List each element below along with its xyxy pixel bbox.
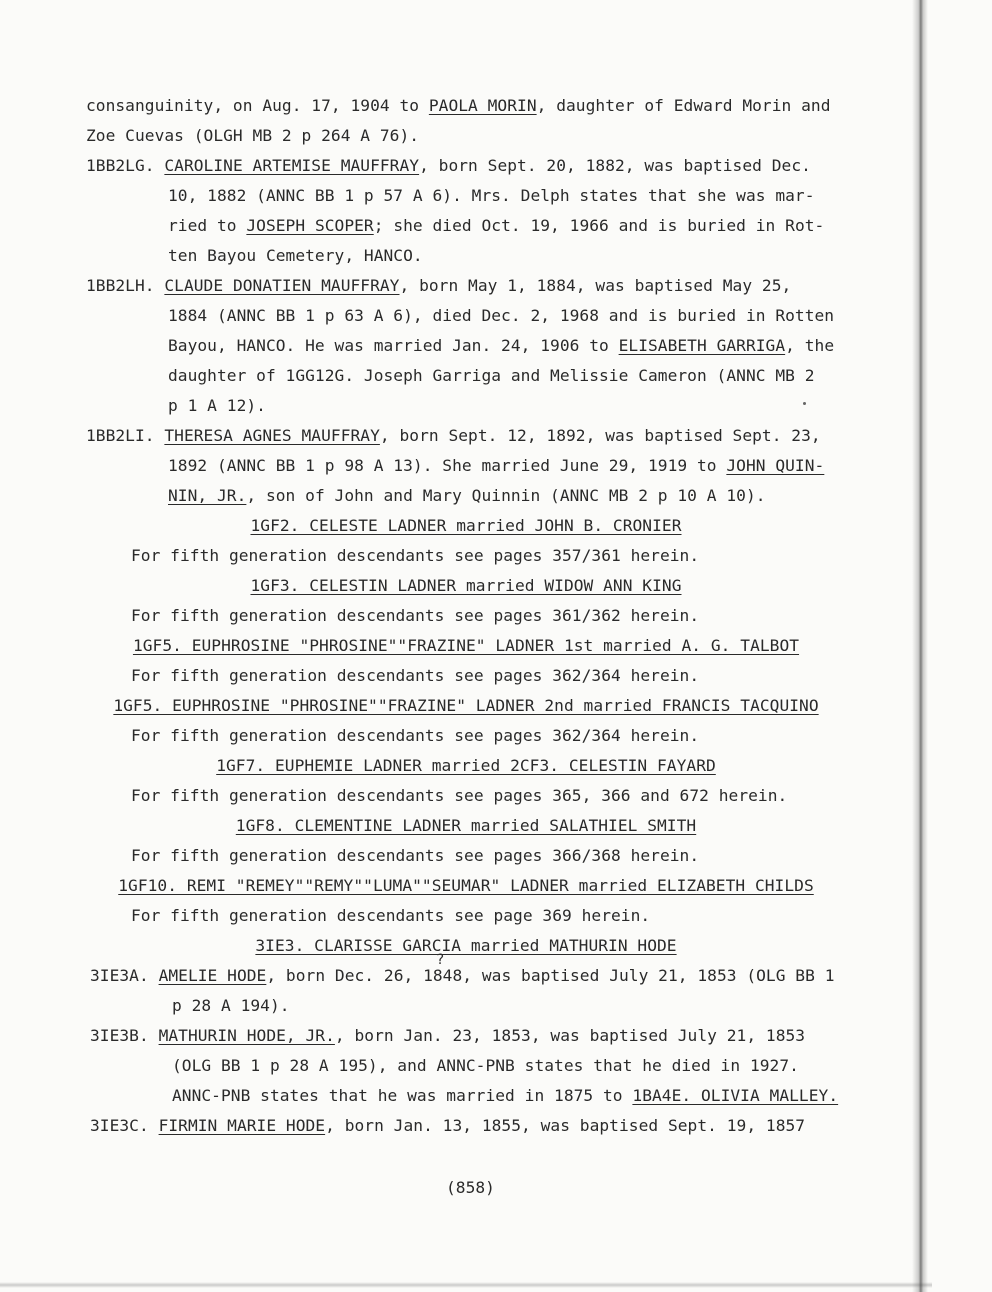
underlined-name: 1GF2. CELESTE LADNER married JOHN B. CRONIER [250, 516, 682, 535]
text-line [172, 1086, 838, 1106]
text-run: , son of John and Mary Quinnin (ANNC MB 2 p 10 A 10). [246, 486, 766, 505]
text-run: ten Bayou Cemetery, HANCO. [168, 246, 423, 265]
text-run: , daughter of Edward Morin and [536, 96, 831, 115]
entry-3IE3C [90, 1116, 805, 1136]
underlined-name: JOHN QUIN- [726, 456, 825, 475]
underlined-name: MATHURIN HODE, JR. [158, 1026, 335, 1045]
text-run: ANNC-PNB states that he was married in 1875 to [172, 1086, 633, 1105]
text-run: Bayou, HANCO. He was married Jan. 24, 1906 to [168, 336, 619, 355]
underlined-name: CAROLINE ARTEMISE MAUFFRAY [164, 156, 420, 175]
text-run: , born Jan. 23, 1853, was baptised July 21, 1853 [334, 1026, 806, 1045]
text-line [168, 366, 815, 386]
entry-1BB2LH [86, 276, 791, 296]
text-run: For fifth generation descendants see pages 365, 366 and 672 herein. [131, 786, 788, 805]
underlined-name: ELISABETH GARRIGA [618, 336, 786, 355]
text-run: 1BB2LG. [86, 156, 165, 175]
text-run: 10, 1882 (ANNC BB 1 p 57 A 6). Mrs. Delph states that she was mar- [168, 186, 815, 205]
text-run: daughter of 1GG12G. Joseph Garriga and Melissie Cameron (ANNC MB 2 [168, 366, 815, 385]
underlined-name: PAOLA MORIN [428, 96, 537, 115]
page-edge-shadow [912, 0, 928, 1292]
text-run: Zoe Cuevas (OLGH MB 2 p 264 A 76). [86, 126, 420, 145]
heading-3IE3 [86, 936, 846, 956]
text-run: 1892 (ANNC BB 1 p 98 A 13). She married June 29, 1919 to [168, 456, 727, 475]
text-run: , born Sept. 12, 1892, was baptised Sept. 23, [379, 426, 821, 445]
underlined-name: CLAUDE DONATIEN MAUFFRAY [164, 276, 400, 295]
underlined-name: 1GF3. CELESTIN LADNER married WIDOW ANN KING [250, 576, 682, 595]
underlined-name: AMELIE HODE [158, 966, 267, 985]
text-run: consanguinity, on Aug. 17, 1904 to [86, 96, 429, 115]
descendants-note [131, 666, 699, 686]
handwritten-question-mark: ? [436, 952, 445, 968]
heading-1GF8 [86, 816, 846, 836]
text-run: 1BB2LI. [86, 426, 165, 445]
text-run: For fifth generation descendants see pages 357/361 herein. [131, 546, 700, 565]
text-run: p 1 A 12). [168, 396, 266, 415]
text-line [86, 126, 419, 146]
page-bottom-shadow [0, 1282, 932, 1288]
text-run: 3IE3B. [90, 1026, 159, 1045]
text-run: 1BB2LH. [86, 276, 165, 295]
underlined-name: THERESA AGNES MAUFFRAY [164, 426, 380, 445]
text-line [168, 456, 824, 476]
text-line [168, 396, 266, 416]
text-line [168, 306, 834, 326]
underlined-name: FIRMIN MARIE HODE [158, 1116, 326, 1135]
entry-1BB2LG [86, 156, 811, 176]
descendants-note [131, 546, 699, 566]
text-line [168, 336, 834, 356]
text-run: , born Dec. 26, 1848, was baptised July 21, 1853 (OLG BB 1 [266, 966, 835, 985]
text-line [172, 996, 290, 1016]
text-run: For fifth generation descendants see pages 366/368 herein. [131, 846, 700, 865]
entry-3IE3B [90, 1026, 805, 1046]
underlined-name: 1BA4E. OLIVIA MALLEY. [632, 1086, 839, 1105]
underlined-name: 1GF7. EUPHEMIE LADNER married 2CF3. CELESTIN FAYARD [216, 756, 716, 775]
heading-1GF10 [86, 876, 846, 896]
text-run: For fifth generation descendants see pages 362/364 herein. [131, 666, 700, 685]
underlined-name: JOSEPH SCOPER [246, 216, 374, 235]
underlined-name: 1GF5. EUPHROSINE "PHROSINE""FRAZINE" LADNER 1st married A. G. TALBOT [132, 636, 800, 655]
heading-1GF3 [86, 576, 846, 596]
text-run: p 28 A 194). [172, 996, 290, 1015]
text-run: For fifth generation descendants see pages 361/362 herein. [131, 606, 700, 625]
descendants-note [131, 906, 650, 926]
underlined-name: 1GF8. CLEMENTINE LADNER married SALATHIEL SMITH [235, 816, 697, 835]
text-run: (OLG BB 1 p 28 A 195), and ANNC-PNB states that he died in 1927. [172, 1056, 799, 1075]
entry-1BB2LI [86, 426, 821, 446]
underlined-name: 3IE3. CLARISSE GARCIA married MATHURIN HODE [255, 936, 677, 955]
text-line [86, 96, 831, 116]
descendants-note [131, 606, 699, 626]
text-run: 1884 (ANNC BB 1 p 63 A 6), died Dec. 2, 1968 and is buried in Rotten [168, 306, 835, 325]
heading-1GF7 [86, 756, 846, 776]
descendants-note [131, 726, 699, 746]
page-number: (858) [446, 1178, 495, 1197]
heading-1GF5-second [86, 696, 846, 716]
text-run: , the [785, 336, 835, 355]
entry-3IE3A [90, 966, 835, 986]
text-run: 3IE3A. [90, 966, 159, 985]
text-run: , born May 1, 1884, was baptised May 25, [399, 276, 792, 295]
text-run: , born Jan. 13, 1855, was baptised Sept. 19, 1857 [325, 1116, 806, 1135]
text-line [168, 246, 423, 266]
heading-1GF5-first [86, 636, 846, 656]
text-line [168, 216, 824, 236]
heading-1GF2 [86, 516, 846, 536]
text-run: ; she died Oct. 19, 1966 and is buried in Rot- [373, 216, 825, 235]
text-line [168, 486, 766, 506]
text-line [172, 1056, 799, 1076]
text-run: ried to [168, 216, 247, 235]
text-line [168, 186, 815, 206]
descendants-note [131, 786, 787, 806]
underlined-name: NIN, JR. [168, 486, 247, 505]
text-run: 3IE3C. [90, 1116, 159, 1135]
text-run: For fifth generation descendants see page 369 herein. [131, 906, 651, 925]
underlined-name: 1GF10. REMI "REMEY""REMY""LUMA""SEUMAR" LADNER married ELIZABETH CHILDS [118, 876, 814, 895]
stray-mark [803, 402, 806, 405]
text-run: , born Sept. 20, 1882, was baptised Dec. [419, 156, 811, 175]
underlined-name: 1GF5. EUPHROSINE "PHROSINE""FRAZINE" LADNER 2nd married FRANCIS TACQUINO [113, 696, 819, 715]
descendants-note [131, 846, 699, 866]
text-run: For fifth generation descendants see pages 362/364 herein. [131, 726, 700, 745]
